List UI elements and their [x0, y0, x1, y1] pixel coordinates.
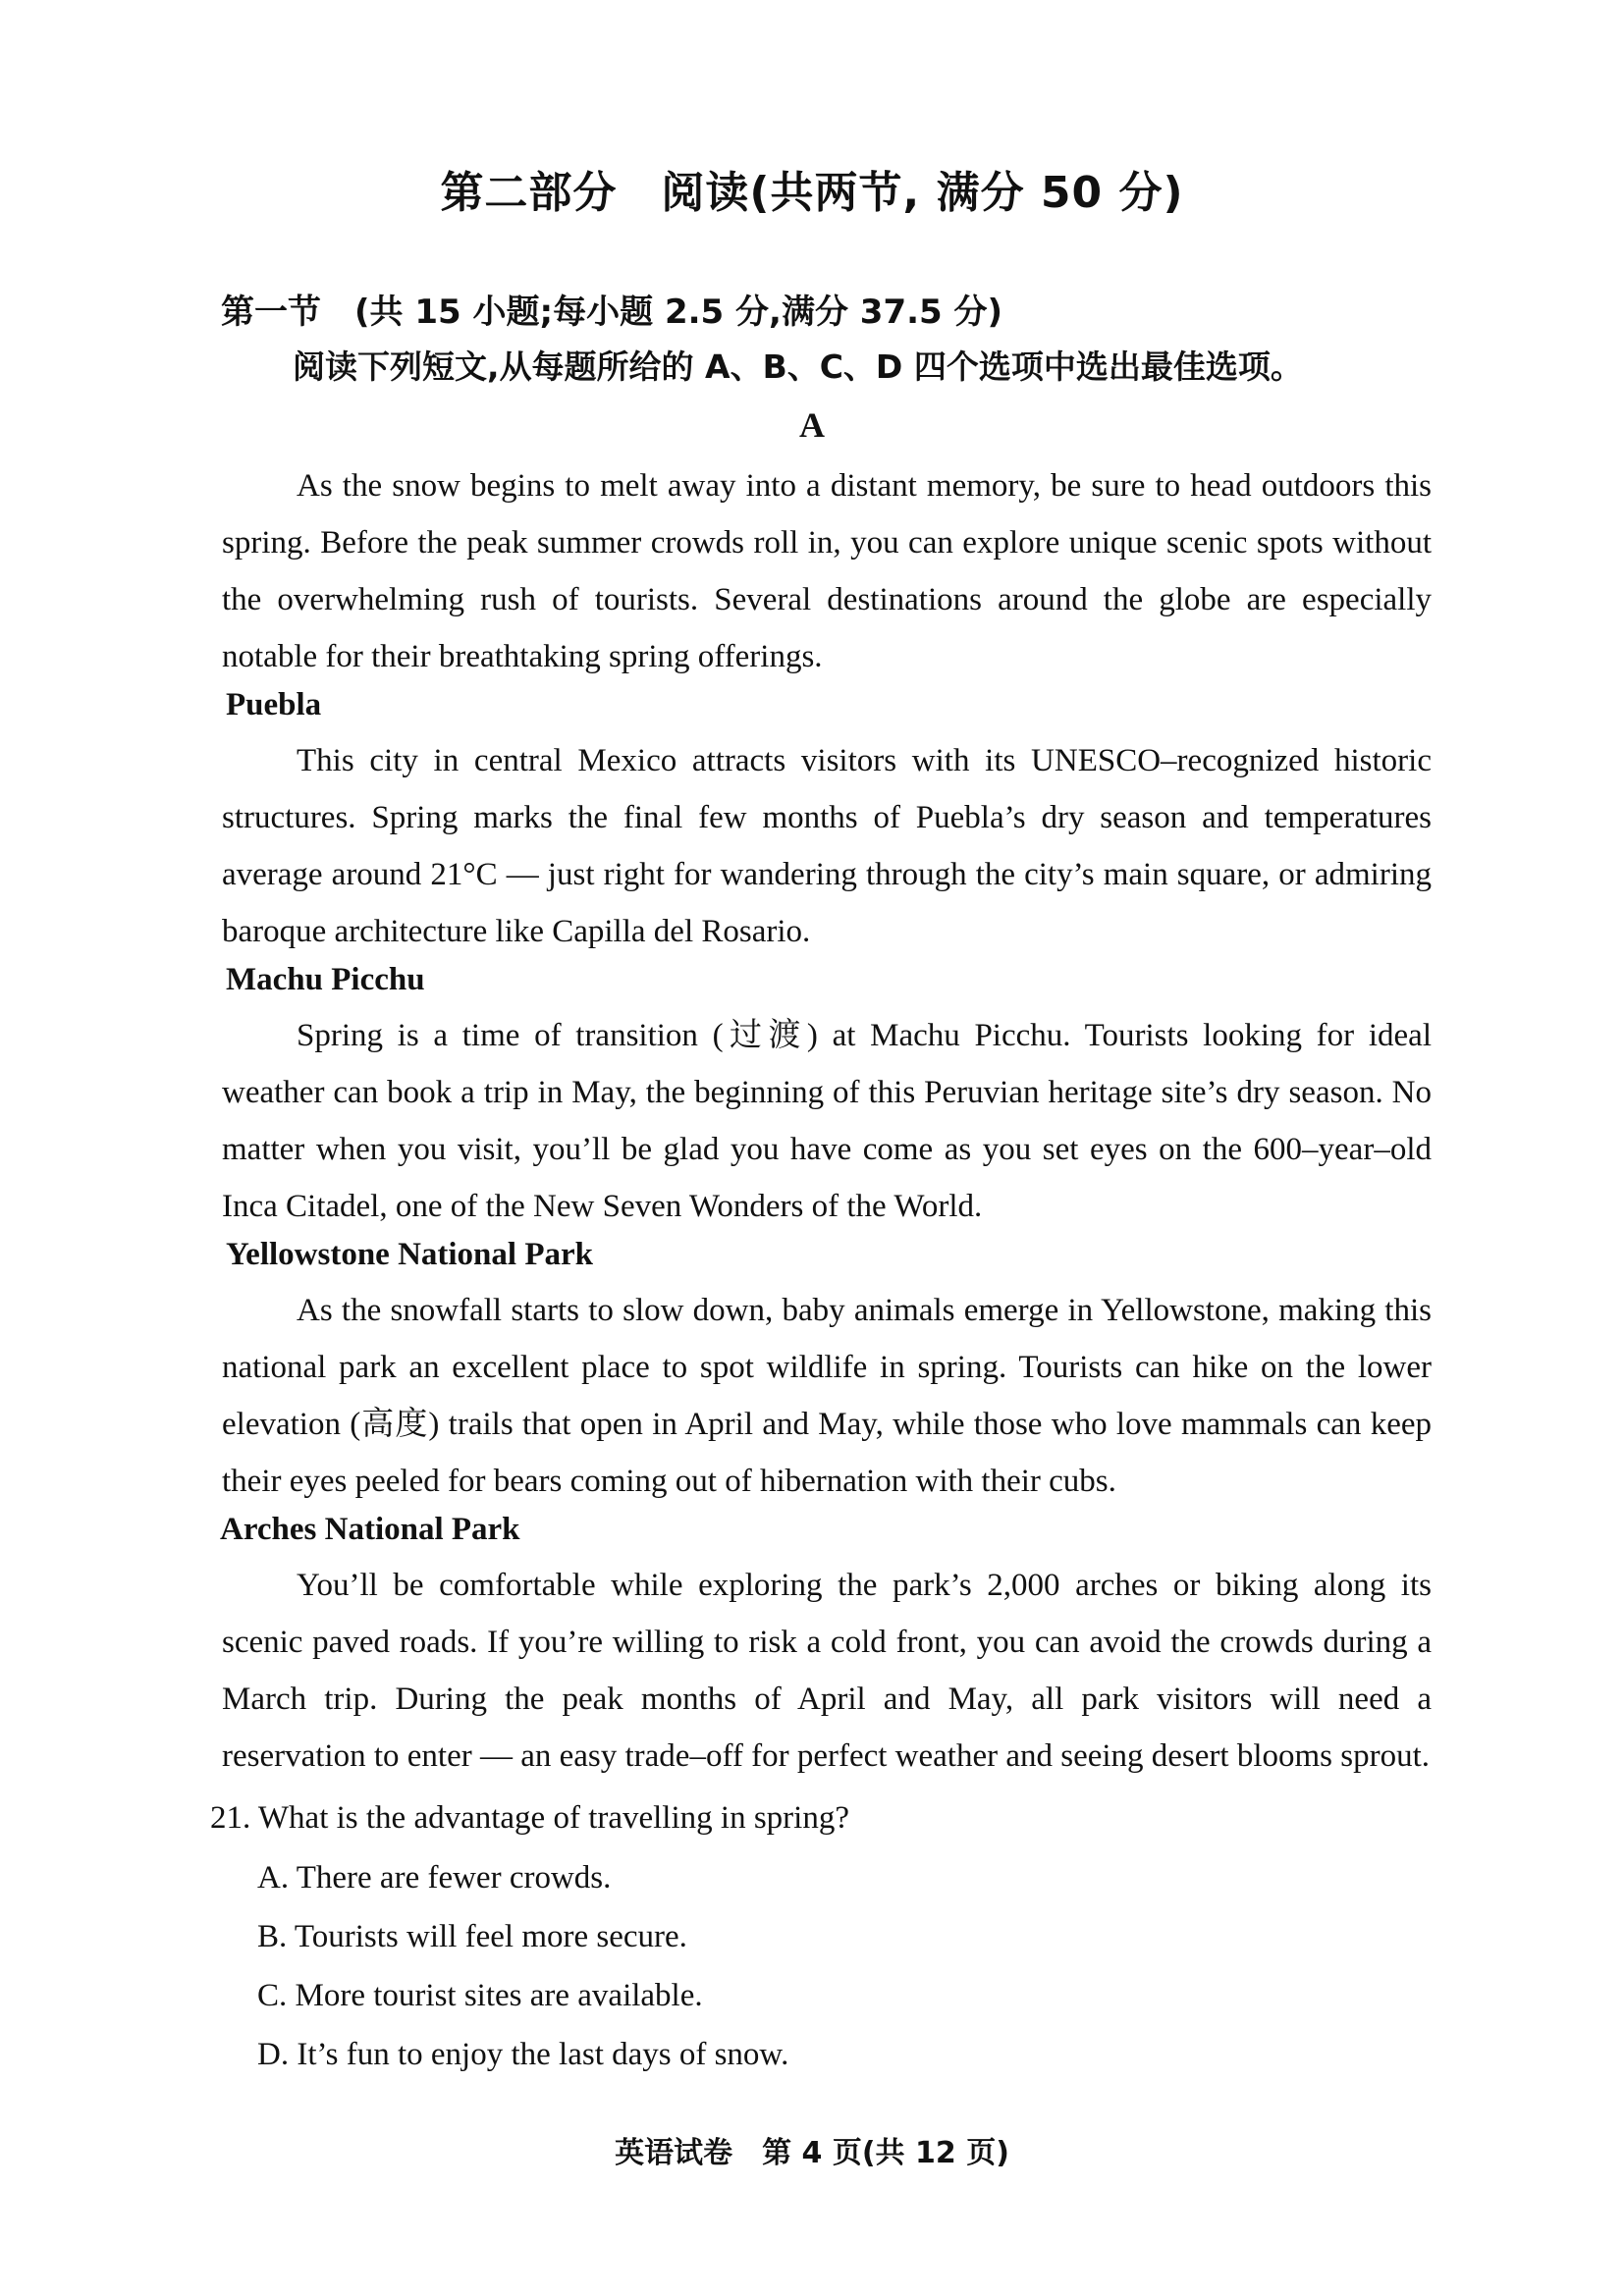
section-instruction: 阅读下列短文,从每题所给的 A、B、C、D 四个选项中选出最佳选项。 — [293, 347, 1303, 386]
section-heading-machu-picchu: Machu Picchu — [226, 962, 425, 997]
section-info: (共 15 小题;每小题 2.5 分,满分 37.5 分) — [354, 293, 1003, 332]
page-footer: 英语试卷 第 4 页(共 12 页) — [615, 2136, 1009, 2170]
option-b: B. Tourists will feel more secure. — [257, 1919, 687, 1954]
section-text-puebla: This city in central Mexico attracts visitors with its UNESCO–recognized historic structures. Spring marks the final few months of Puebla’s dry season and temperatures average around 21°C — just right for wandering through the city’s main square, or admiring baroque architecture like Capilla del Rosario. — [222, 743, 1432, 949]
section-text-yellowstone: As the snowfall starts to slow down, baby animals emerge in Yellowstone, making this national park an excellent place to spot wildlife in spring. Tourists can hike on the lower elevation (高度) trails that open in April and May, while those who love mammals can keep their eyes peeled for bears coming out of hibernation with their cubs. — [222, 1293, 1432, 1499]
question-stem: 21. What is the advantage of travelling in spring? — [210, 1800, 849, 1836]
option-c: C. More tourist sites are available. — [257, 1978, 703, 2013]
section-text-arches: You’ll be comfortable while exploring the park’s 2,000 arches or biking along its scenic paved roads. If you’re willing to risk a cold front, you can avoid the crowds during a March trip. During the peak months of April and May, all park visitors will need a reservation to enter — an easy trade–off for perfect weather and seeing desert blooms sprout. — [222, 1568, 1432, 1774]
section-text-machu-picchu: Spring is a time of transition (过渡) at Machu Picchu. Tourists looking for ideal weather can book a trip in May, the beginning of this Peruvian heritage site’s dry season. No matter when you visit, you’ll be glad you have come as you set eyes on the 600–year–old Inca Citadel, one of the New Seven Wonders of the World. — [222, 1018, 1432, 1224]
option-a: A. There are fewer crowds. — [257, 1860, 612, 1896]
passage-intro: As the snow begins to melt away into a distant memory, be sure to head outdoors this spring. Before the peak summer crowds roll in, you can explore unique scenic spots without the overwhelming rush of tourists. Several destinations around the globe are especially notable for their breathtaking spring offerings. — [222, 468, 1432, 674]
section-heading-puebla: Puebla — [226, 687, 322, 722]
section-heading-yellowstone: Yellowstone National Park — [226, 1237, 593, 1272]
passage-label: A — [799, 405, 825, 445]
option-d: D. It’s fun to enjoy the last days of snow. — [257, 2037, 789, 2072]
section-heading-arches: Arches National Park — [220, 1512, 520, 1547]
section-number: 第一节 — [221, 293, 321, 332]
part-title: 第二部分 阅读(共两节, 满分 50 分) — [440, 168, 1184, 218]
section-header — [221, 285, 1002, 333]
